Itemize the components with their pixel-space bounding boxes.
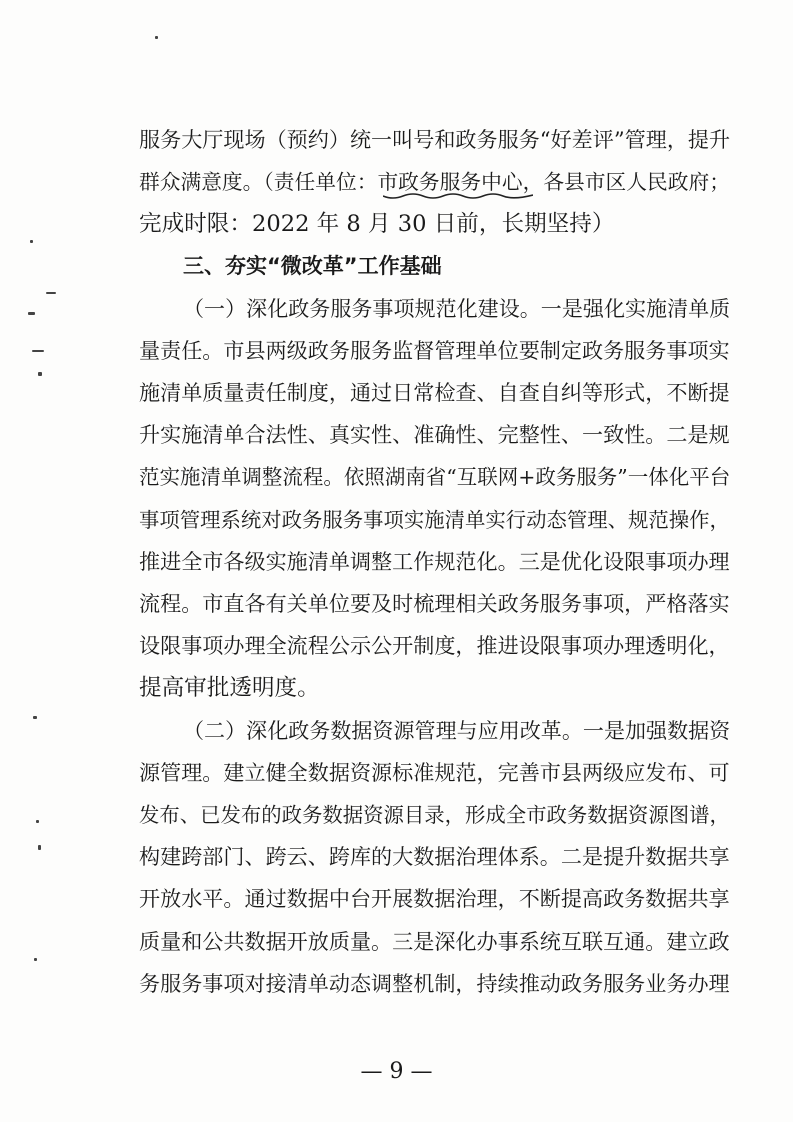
page-number: — 9 —	[360, 1059, 433, 1084]
text-line: 构建跨部门、跨云、跨库的大数据治理体系。二是提升数据共享	[139, 844, 730, 869]
scan-speck	[46, 292, 56, 294]
text-line: 升实施清单合法性、真实性、准确性、完整性、一致性。二是规	[139, 422, 730, 447]
text-line: 发布、已发布的政务数据资源目录，形成全市政务数据资源图谱，	[139, 803, 730, 827]
section-heading: 三、夯实“微改革”工作基础	[183, 254, 442, 278]
text-line: 事项管理系统对政务服务事项实施清单实行动态管理、规范操作，	[139, 508, 730, 532]
scan-speck	[32, 350, 44, 352]
text-line: 设限事项办理全流程公示公开制度，推进设限事项办理透明化，	[139, 633, 730, 658]
text-line: （二）深化政务数据资源管理与应用改革。一是加强数据资	[183, 718, 731, 743]
text-line: 量责任。市县两级政务服务监督管理单位要制定政务服务事项实	[139, 338, 730, 363]
text-line: 推进全市各级实施清单调整工作规范化。三是优化设限事项办理	[139, 549, 730, 574]
scan-speck	[34, 958, 37, 961]
text-line: （一）深化政务服务事项规范化建设。一是强化实施清单质	[183, 296, 731, 321]
text-line: 服务大厅现场（预约）统一叫号和政务服务“好差评”管理，提升	[139, 127, 731, 152]
text-line: 流程。市直各有关单位要及时梳理相关政务服务事项，严格落实	[139, 591, 730, 616]
text-line: 完成时限：2022 年 8 月 30 日前，长期坚持）	[139, 211, 615, 237]
scan-speck	[30, 240, 33, 243]
text-line: 提高审批透明度。	[139, 675, 320, 701]
text-line: 范实施清单调整流程。依照湖南省“互联网+政务服务”一体化平台	[139, 465, 731, 489]
scan-speck	[38, 372, 42, 376]
text-line: 质量和公共数据开放质量。三是深化办事系统互联互通。建立政	[139, 929, 730, 954]
text-line: 务服务事项对接清单动态调整机制，持续推动政务服务业务办理	[139, 971, 730, 996]
text-line: 施清单质量责任制度，通过日常检查、自查自纠等形式，不断提	[139, 380, 730, 405]
scan-speck	[28, 312, 35, 315]
scan-speck	[33, 716, 37, 719]
scan-speck	[36, 820, 39, 823]
handwritten-underline	[383, 191, 533, 201]
scan-speck	[155, 36, 158, 39]
text-line: 源管理。建立健全数据资源标准规范，完善市县两级应发布、可	[139, 760, 730, 785]
text-line: 群众满意度。（责任单位：市政务服务中心，各县市区人民政府；	[139, 170, 730, 194]
scan-speck	[38, 845, 41, 850]
text-line: 开放水平。通过数据中台开展数据治理，不断提高政务数据共享	[139, 886, 730, 911]
